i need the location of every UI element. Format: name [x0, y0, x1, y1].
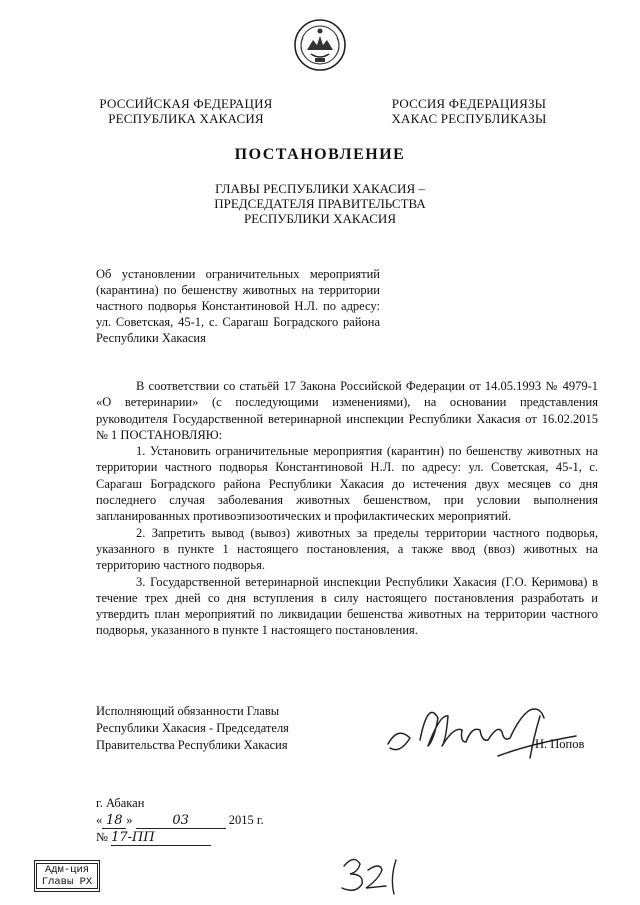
document-title: ПОСТАНОВЛЕНИЕ [234, 146, 406, 163]
signatory-position-line-2: Республики Хакасия - Председателя [96, 721, 289, 735]
place-of-signing: г. Абакан [96, 796, 145, 810]
signatory-name: Н. Попов [535, 737, 585, 751]
coat-of-arms-icon [293, 18, 347, 72]
stamp-line-1: Адм-ция [44, 864, 90, 876]
document-date [96, 813, 264, 829]
header-left-line-2: РЕСПУБЛИКА ХАКАСИЯ [108, 111, 264, 126]
date-day: 18 [102, 813, 126, 829]
signatory-position [96, 703, 336, 754]
registry-stamp [34, 860, 100, 892]
signatory-position-line-1: Исполняющий обязанности Главы [96, 704, 280, 718]
stamp-frame [36, 863, 98, 889]
subtitle-line-1: ГЛАВЫ РЕСПУБЛИКИ ХАКАСИЯ – [215, 181, 425, 196]
body-paragraph-preamble: В соответствии со статьёй 17 Закона Российской Федерации от 14.05.1993 № 4979-1 «О ветеринарии» (с последующими изменениями), на основании представления руководителя Государственной ветеринарной инспекции Республики Хакасия от 16.02.2015 № 1 ПОСТАНОВЛЯЮ: [96, 379, 598, 442]
body-paragraph-item-3: 3. Государственной ветеринарной инспекции Республики Хакасия (Г.О. Керимова) в течение трех дней со дня вступления в силу настоящего постановления разработать и утвердить план мероприятий по ликвидации бешенства животных на территории частного подворья, указанного в пункте 1 настоящего постановления. [96, 574, 598, 638]
date-month: 03 [136, 813, 226, 829]
header-right-line-1: РОССИЯ ФЕДЕРАЦИЯЗЫ [391, 96, 547, 111]
stamp-line-2: Главы РХ [41, 876, 93, 888]
document-body [96, 378, 598, 639]
date-open-quote: « [96, 813, 103, 827]
header-left [96, 96, 276, 126]
handwritten-mark [338, 852, 408, 896]
handwritten-signature [380, 696, 580, 766]
header-left-line-1: РОССИЙСКАЯ ФЕДЕРАЦИЯ [99, 96, 273, 111]
number-value: 17-ПП [111, 830, 211, 846]
body-paragraph-item-1: 1. Установить ограничительные мероприятия (карантин) по бешенству животных на территории частного подворья Константиновой Н.Л. по адресу: ул. Советская, 45-1, с. Сарагаш Боградского района Республики Хакасия до истечения двух месяцев со дня последнего случая заболевания животных бешенством, при условии выполнения запланированных противоэпизоотических и профилактических мероприятий. [96, 444, 598, 524]
header-right-line-2: ХАКАС РЕСПУБЛИКАЗЫ [391, 111, 547, 126]
signatory-position-line-3: Правительства Республики Хакасия [96, 738, 288, 752]
subtitle-line-3: РЕСПУБЛИКИ ХАКАСИЯ [243, 211, 396, 226]
number-prefix: № [96, 830, 108, 844]
header-right [384, 96, 554, 126]
body-paragraph-item-2: 2. Запретить вывод (вывоз) животных за пределы территории частного подворья, указанного в пункте 1 настоящего постановления, а также ввод (ввоз) животных на территорию частного подворья. [96, 525, 598, 573]
document-subject: Об установлении ограничительных мероприятий (карантина) по бешенству животных на территории частного подворья Константиновой Н.Л. по адресу: ул. Советская, 45-1, с. Сарагаш Боградского района Республики Хакасия [96, 267, 380, 345]
document-number [96, 830, 211, 846]
document-subtitle [150, 181, 490, 226]
subtitle-line-2: ПРЕДСЕДАТЕЛЯ ПРАВИТЕЛЬСТВА [214, 196, 426, 211]
date-year: 2015 г. [228, 813, 264, 827]
date-close-quote: » [126, 813, 133, 827]
